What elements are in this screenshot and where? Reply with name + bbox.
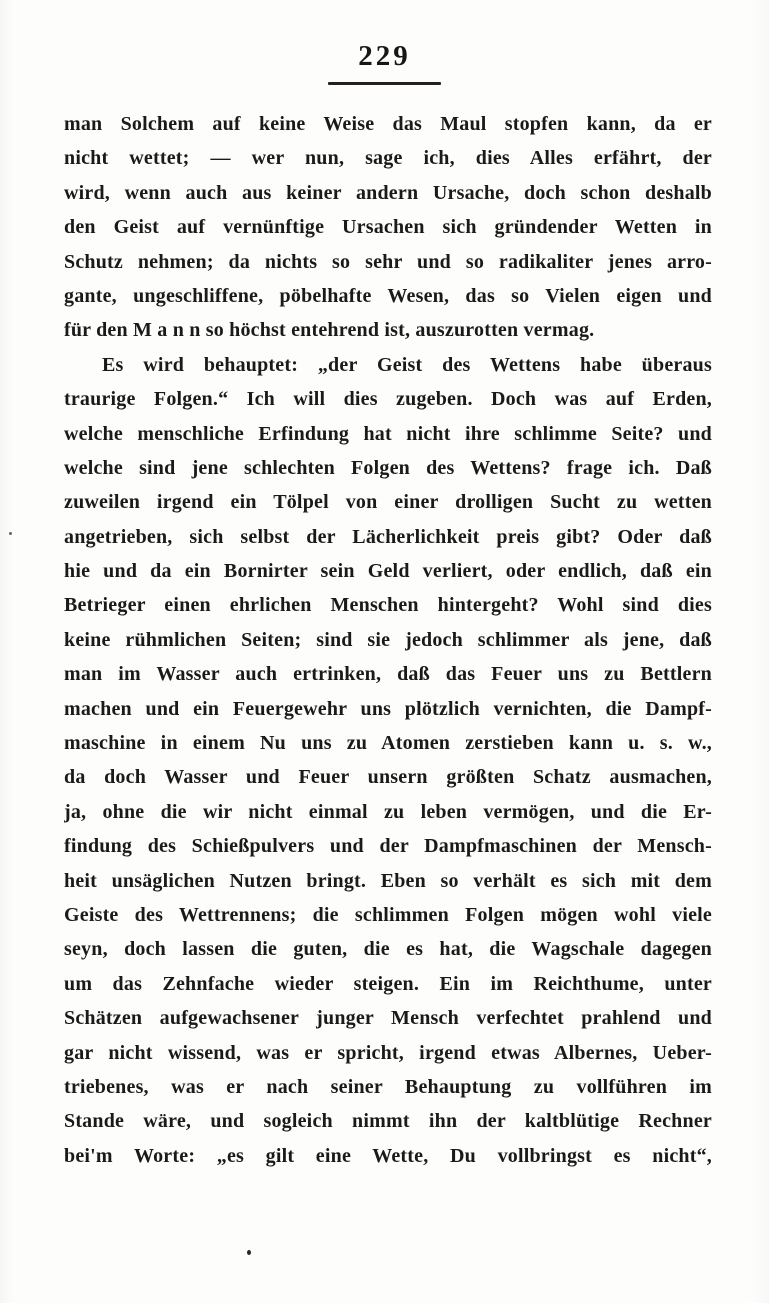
text-line: Schätzen aufgewachsener junger Mensch verfechtet prahlend und xyxy=(64,1007,712,1030)
text-line: den Geist auf vernünftige Ursachen sich gründender Wetten in xyxy=(64,216,712,239)
text-line: findung des Schießpulvers und der Dampfmaschinen der Mensch- xyxy=(64,835,712,858)
text-line: traurige Folgen.“ Ich will dies zugeben. Doch was auf Erden, xyxy=(64,388,712,411)
text-line: heit unsäglichen Nutzen bringt. Eben so verhält es sich mit dem xyxy=(64,869,712,892)
ink-speck xyxy=(247,1250,251,1255)
text-line: angetrieben, sich selbst der Lächerlichkeit preis gibt? Oder daß xyxy=(64,525,712,548)
text-line: gante, ungeschliffene, pöbelhafte Wesen, das so Vielen eigen und xyxy=(64,284,712,307)
text-line: um das Zehnfache wieder steigen. Ein im Reichthume, unter xyxy=(64,972,712,995)
text-line: man Solchem auf keine Weise das Maul stopfen kann, da er xyxy=(64,113,712,135)
text-line: seyn, doch lassen die guten, die es hat, die Wagschale dagegen xyxy=(64,938,712,961)
text-line: welche menschliche Erfindung hat nicht ihre schlimme Seite? und xyxy=(64,422,712,445)
text-line: maschine in einem Nu uns zu Atomen zerstieben kann u. s. w., xyxy=(64,732,712,755)
text-line: für den M a n n so höchst entehrend ist, auszurotten vermag. xyxy=(64,319,595,342)
text-line: da doch Wasser und Feuer unsern größten Schatz ausmachen, xyxy=(64,766,712,789)
text-line: triebenes, was er nach seiner Behauptung zu vollführen im xyxy=(64,1075,712,1098)
text-line: Schutz nehmen; da nichts so sehr und so radikaliter jenes arro- xyxy=(64,250,712,273)
text-line: Betrieger einen ehrlichen Menschen hintergeht? Wohl sind dies xyxy=(64,594,712,617)
ink-speck xyxy=(9,532,12,535)
paragraph-2 xyxy=(64,348,712,1173)
body-text xyxy=(64,107,712,1173)
text-line: zuweilen irgend ein Tölpel von einer drolligen Sucht zu wetten xyxy=(64,491,712,514)
text-line: man im Wasser auch ertrinken, daß das Feuer uns zu Bettlern xyxy=(64,663,712,686)
text-line: ja, ohne die wir nicht einmal zu leben vermögen, und die Er- xyxy=(64,800,712,823)
text-line: Stande wäre, und sogleich nimmt ihn der kaltblütige Rechner xyxy=(64,1110,712,1133)
text-line: bei'm Worte: „es gilt eine Wette, Du vollbringst es nicht“, xyxy=(64,1144,712,1167)
text-line: gar nicht wissend, was er spricht, irgend etwas Albernes, Ueber- xyxy=(64,1041,712,1064)
text-line: Es wird behauptet: „der Geist des Wettens habe überaus xyxy=(102,353,712,376)
page-header xyxy=(0,40,769,85)
paragraph-1 xyxy=(64,107,712,348)
text-line: keine rühmlichen Seiten; sind sie jedoch schlimmer als jene, daß xyxy=(64,628,712,651)
text-line: Geiste des Wettrennens; die schlimmen Folgen mögen wohl viele xyxy=(64,903,712,926)
text-line: nicht wettet; — wer nun, sage ich, dies Alles erfährt, der xyxy=(64,147,712,170)
text-line: hie und da ein Bornirter sein Geld verliert, oder endlich, daß ein xyxy=(64,560,712,583)
header-rule xyxy=(328,82,441,85)
page-number: 229 xyxy=(358,40,411,72)
text-line: welche sind jene schlechten Folgen des Wettens? frage ich. Daß xyxy=(64,456,712,479)
text-line: machen und ein Feuergewehr uns plötzlich vernichten, die Dampf- xyxy=(64,697,712,720)
text-line: wird, wenn auch aus keiner andern Ursache, doch schon deshalb xyxy=(64,181,712,204)
